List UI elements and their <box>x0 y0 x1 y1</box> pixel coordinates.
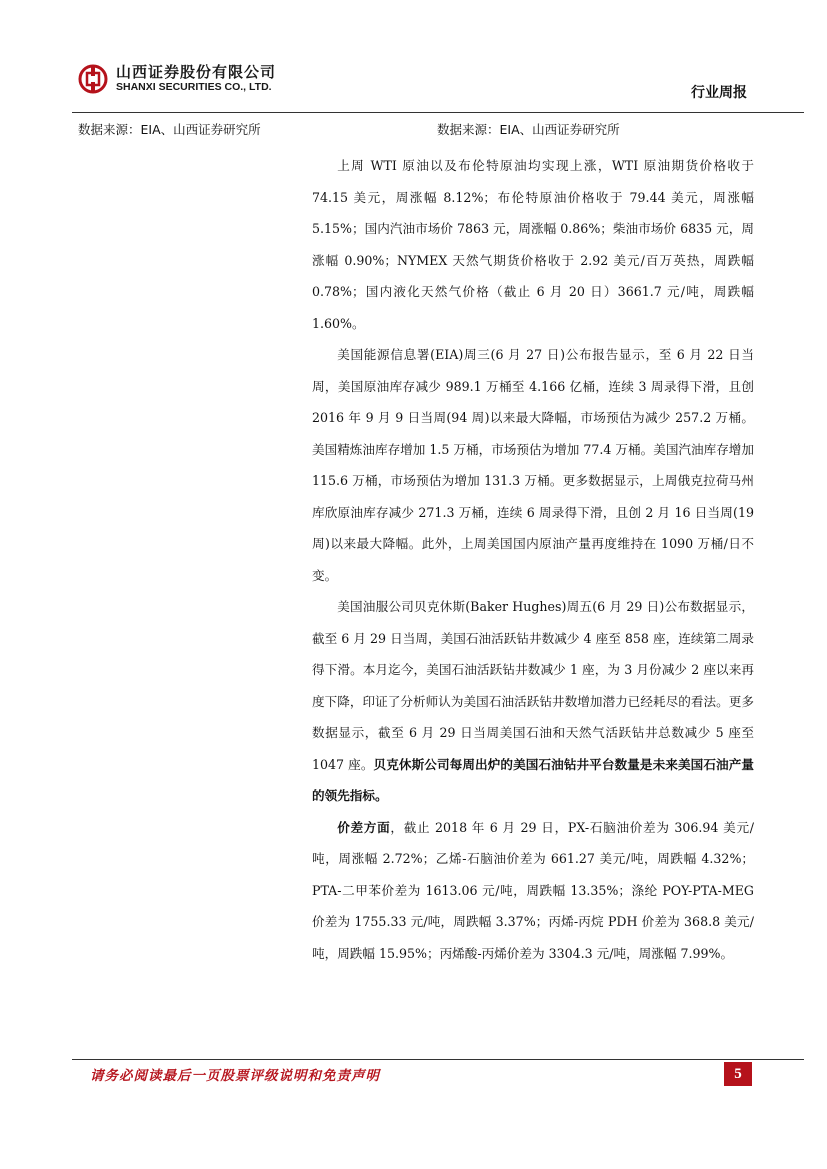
paragraph-oil-prices: 上周 WTI 原油以及布伦特原油均实现上涨，WTI 原油期货价格收于 74.15 美元，周涨幅 8.12%；布伦特原油价格收于 79.44 美元，周涨幅 5.15%；国内汽油市场价 7863 元，周涨幅 0.86%；柴油市场价 6835 元，周涨幅 0.90%；NYMEX 天然气期货价格收于 2.92 美元/百万英热，周跌幅 0.78%；国内液化天然气价格（截止 6 月 20 日）3661.7 元/吨，周跌幅 1.60%。 <box>312 158 754 331</box>
report-type: 行业周报 <box>691 85 747 101</box>
paragraph-rig-count <box>312 591 754 812</box>
company-name-cn: 山西证券股份有限公司 <box>116 63 277 81</box>
report-body <box>312 150 754 969</box>
company-name-en: SHANXI SECURITIES CO., LTD. <box>116 81 272 93</box>
spreads-text: ，截止 2018 年 6 月 29 日，PX-石脑油价差为 306.94 美元/吨，周涨幅 2.72%；乙烯-石脑油价差为 661.27 美元/吨，周跌幅 4.32%；PTA-二甲苯价差为 1613.06 元/吨，周跌幅 13.35%；涤纶 POY-PTA-MEG 价差为 1755.33 元/吨，周跌幅 3.37%；丙烯-丙烷 PDH 价差为 368.8 美元/吨，周跌幅 15.95%；丙烯酸-丙烯价差为 3304.3 元/吨，周涨幅 7.99%。 <box>312 819 755 961</box>
paragraph-spreads <box>312 812 754 970</box>
paragraph-eia-inventory: 美国能源信息署(EIA)周三(6 月 27 日)公布报告显示，至 6 月 22 日当周，美国原油库存减少 989.1 万桶至 4.166 亿桶，连续 3 周录得下滑，且创 2016 年 9 月 9 日当周(94 周)以来最大降幅，市场预估为减少 257.2 万桶。美国精炼油库存增加 1.5 万桶，市场预估为增加 77.4 万桶。美国汽油库存增加 115.6 万桶，市场预估为增加 131.3 万桶。更多数据显示，上周俄克拉荷马州库欣原油库存减少 271.3 万桶，连续 6 周录得下滑，且创 2 月 16 日当周(19 周)以来最大降幅。此外，上周美国国内原油产量再度维持在 1090 万桶/日不变。 <box>312 347 754 583</box>
rig-count-text: 美国油服公司贝克休斯(Baker Hughes)周五(6 月 29 日)公布数据显示，截至 6 月 29 日当周，美国石油活跃钻井数减少 4 座至 858 座，连续第二周录得下滑。本月迄今，美国石油活跃钻井数减少 1 座，为 3 月份减少 2 座以来再度下降，印证了分析师认为美国石油活跃钻井数增加潜力已经耗尽的看法。更多数据显示，截至 6 月 29 日当周美国石油和天然气活跃钻井总数减少 5 座至 1047 座。 <box>312 599 754 772</box>
footer-divider <box>72 1059 804 1060</box>
company-logo-icon <box>78 64 108 94</box>
spreads-heading: 价差方面 <box>337 819 391 835</box>
data-source-left: 数据来源：EIA、山西证券研究所 <box>78 122 261 137</box>
data-source-right: 数据来源：EIA、山西证券研究所 <box>437 122 620 137</box>
page-number: 5 <box>724 1062 752 1086</box>
company-name <box>116 64 276 94</box>
header-divider <box>72 112 804 113</box>
footer-disclaimer: 请务必阅读最后一页股票评级说明和免责声明 <box>90 1068 380 1084</box>
rig-count-highlight: 贝克休斯公司每周出炉的美国石油钻井平台数量是未来美国石油产量的领先指标。 <box>312 756 755 803</box>
